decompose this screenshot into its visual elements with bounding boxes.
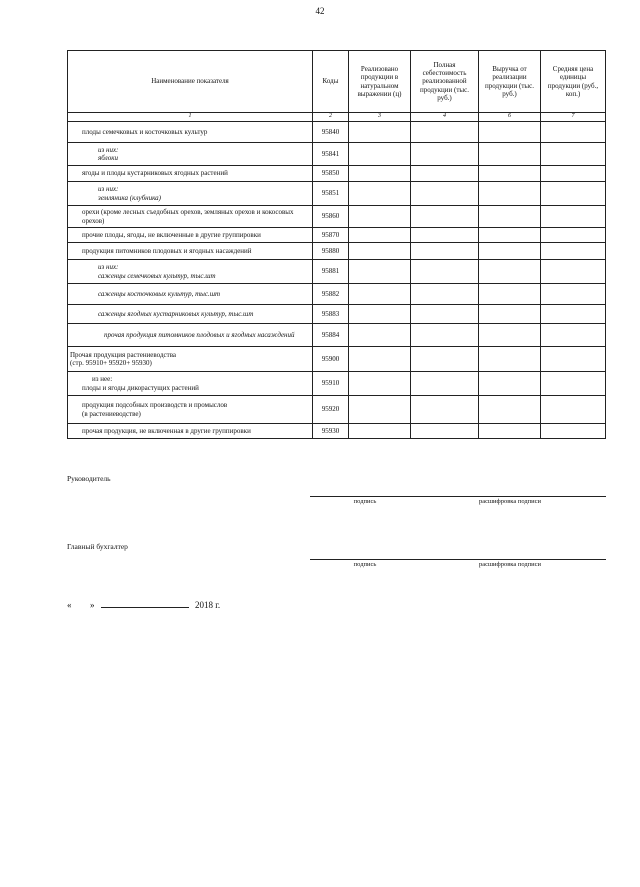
row-code: 95850 xyxy=(313,166,349,182)
input-cell[interactable] xyxy=(349,396,411,424)
row-name-text: земляника (клубника) xyxy=(98,193,161,202)
input-cell[interactable] xyxy=(479,143,541,166)
input-cell[interactable] xyxy=(479,243,541,260)
table-row xyxy=(68,305,606,324)
accountant-signature-line[interactable] xyxy=(310,559,606,560)
input-cell[interactable] xyxy=(479,396,541,424)
table-row xyxy=(68,143,606,166)
table-row xyxy=(68,122,606,143)
input-cell[interactable] xyxy=(349,284,411,305)
row-name: ягоды и плоды кустарниковых ягодных растений xyxy=(68,166,313,182)
row-name: продукция питомников плодовых и ягодных насаждений xyxy=(68,243,313,260)
input-cell[interactable] xyxy=(541,206,606,228)
row-name: саженцы косточковых культур, тыс.шт xyxy=(68,284,313,305)
row-name-prefix: из нее: xyxy=(92,375,113,384)
input-cell[interactable] xyxy=(479,305,541,324)
head-signature-caption: подпись xyxy=(353,498,377,505)
input-cell[interactable] xyxy=(411,182,479,206)
row-code: 95880 xyxy=(313,243,349,260)
table-row xyxy=(68,284,606,305)
input-cell[interactable] xyxy=(349,347,411,372)
input-cell[interactable] xyxy=(541,228,606,243)
input-cell[interactable] xyxy=(479,347,541,372)
accountant-signature-caption: подпись xyxy=(353,561,377,568)
date-year: 2018 г. xyxy=(195,600,221,610)
head-label: Руководитель xyxy=(67,474,111,483)
row-code: 95910 xyxy=(313,372,349,396)
row-name-formula: (стр. 95910+ 95920+ 95930) xyxy=(70,359,152,367)
header-average-price: Средняя цена единицы продукции (руб., коп.) xyxy=(541,51,606,113)
page-number: 42 xyxy=(315,6,325,16)
input-cell[interactable] xyxy=(411,143,479,166)
row-name xyxy=(68,143,313,166)
table-row xyxy=(68,372,606,396)
row-name-text: Прочая продукция растениеводства xyxy=(70,350,177,359)
row-name-text: продукция подсобных производств и промыслов xyxy=(82,401,228,410)
input-cell[interactable] xyxy=(541,424,606,439)
row-name: прочая продукция питомников плодовых и ягодных насаждений xyxy=(68,324,313,347)
table-row xyxy=(68,166,606,182)
row-name xyxy=(68,347,313,372)
row-code: 95920 xyxy=(313,396,349,424)
header-full-cost: Полная себестоимость реализованной продукции (тыс. руб.) xyxy=(411,51,479,113)
input-cell[interactable] xyxy=(349,260,411,284)
input-cell[interactable] xyxy=(411,347,479,372)
date-open-quote: « xyxy=(67,600,72,610)
input-cell[interactable] xyxy=(349,228,411,243)
table-row xyxy=(68,182,606,206)
row-name-note: (в растениеводстве) xyxy=(82,409,141,418)
input-cell[interactable] xyxy=(479,182,541,206)
table-row xyxy=(68,260,606,284)
accountant-decoding-caption: расшифровка подписи xyxy=(478,561,542,568)
table-row xyxy=(68,206,606,228)
row-name: прочие плоды, ягоды, не включенные в другие группировки xyxy=(68,228,313,243)
input-cell[interactable] xyxy=(541,260,606,284)
column-number: 7 xyxy=(541,113,606,122)
row-code: 95881 xyxy=(313,260,349,284)
input-cell[interactable] xyxy=(411,166,479,182)
input-cell[interactable] xyxy=(411,424,479,439)
input-cell[interactable] xyxy=(349,324,411,347)
table-row xyxy=(68,424,606,439)
header-codes: Коды xyxy=(313,51,349,113)
input-cell[interactable] xyxy=(541,305,606,324)
row-name-text: плоды и ягоды дикорастущих растений xyxy=(82,383,199,392)
row-code: 95860 xyxy=(313,206,349,228)
input-cell[interactable] xyxy=(541,372,606,396)
row-name: орехи (кроме лесных съедобных орехов, земляных орехов и кокосовых орехов) xyxy=(68,206,313,228)
row-code: 95882 xyxy=(313,284,349,305)
input-cell[interactable] xyxy=(411,284,479,305)
input-cell[interactable] xyxy=(411,396,479,424)
row-code: 95841 xyxy=(313,143,349,166)
row-name: саженцы ягодных кустарниковых культур, тыс.шт xyxy=(68,305,313,324)
table-header-row xyxy=(68,51,606,113)
input-cell[interactable] xyxy=(411,243,479,260)
header-indicator-name: Наименование показателя xyxy=(68,51,313,113)
input-cell[interactable] xyxy=(479,260,541,284)
input-cell[interactable] xyxy=(411,305,479,324)
head-decoding-caption: расшифровка подписи xyxy=(478,498,542,505)
header-sold-quantity: Реализовано продукции в натуральном выражении (ц) xyxy=(349,51,411,113)
table-row xyxy=(68,347,606,372)
row-name xyxy=(68,372,313,396)
head-signature-line[interactable] xyxy=(310,496,606,497)
input-cell[interactable] xyxy=(411,372,479,396)
input-cell[interactable] xyxy=(479,372,541,396)
date-close-quote: » xyxy=(90,600,95,610)
input-cell[interactable] xyxy=(541,182,606,206)
row-name-prefix: из них: xyxy=(98,145,119,154)
input-cell[interactable] xyxy=(411,206,479,228)
row-name-prefix: из них: xyxy=(98,263,119,272)
row-name-prefix: из них: xyxy=(98,185,119,194)
input-cell[interactable] xyxy=(349,143,411,166)
row-code: 95900 xyxy=(313,347,349,372)
input-cell[interactable] xyxy=(349,372,411,396)
input-cell[interactable] xyxy=(541,243,606,260)
row-name-text: саженцы семечковых культур, тыс.шт xyxy=(98,271,216,280)
input-cell[interactable] xyxy=(479,122,541,143)
input-cell[interactable] xyxy=(349,305,411,324)
column-number: 2 xyxy=(313,113,349,122)
row-name: прочая продукция, не включенная в другие группировки xyxy=(68,424,313,439)
accountant-label: Главный бухгалтер xyxy=(67,542,128,551)
input-cell[interactable] xyxy=(349,206,411,228)
row-name-text: яблоки xyxy=(98,154,119,162)
input-cell[interactable] xyxy=(479,284,541,305)
input-cell[interactable] xyxy=(541,324,606,347)
input-cell[interactable] xyxy=(479,424,541,439)
input-cell[interactable] xyxy=(541,347,606,372)
input-cell[interactable] xyxy=(479,206,541,228)
row-name xyxy=(68,396,313,424)
row-code: 95930 xyxy=(313,424,349,439)
input-cell[interactable] xyxy=(349,424,411,439)
column-number: 4 xyxy=(411,113,479,122)
table-row xyxy=(68,396,606,424)
report-table xyxy=(67,50,606,439)
input-cell[interactable] xyxy=(411,260,479,284)
header-revenue: Выручка от реализации продукции (тыс. руб.) xyxy=(479,51,541,113)
input-cell[interactable] xyxy=(349,122,411,143)
row-code: 95884 xyxy=(313,324,349,347)
row-name xyxy=(68,182,313,206)
input-cell[interactable] xyxy=(411,324,479,347)
date-month-field[interactable] xyxy=(101,598,189,608)
input-cell[interactable] xyxy=(541,166,606,182)
row-code: 95851 xyxy=(313,182,349,206)
row-name: плоды семечковых и косточковых культур xyxy=(68,122,313,143)
input-cell[interactable] xyxy=(349,166,411,182)
column-number: 3 xyxy=(349,113,411,122)
row-code: 95883 xyxy=(313,305,349,324)
column-numbers-row xyxy=(68,113,606,122)
date-line xyxy=(67,598,220,610)
row-code: 95840 xyxy=(313,122,349,143)
table-row xyxy=(68,243,606,260)
input-cell[interactable] xyxy=(479,166,541,182)
input-cell[interactable] xyxy=(541,122,606,143)
row-name xyxy=(68,260,313,284)
input-cell[interactable] xyxy=(479,228,541,243)
input-cell[interactable] xyxy=(541,143,606,166)
input-cell[interactable] xyxy=(541,284,606,305)
input-cell[interactable] xyxy=(349,182,411,206)
table-row xyxy=(68,324,606,347)
column-number: 6 xyxy=(479,113,541,122)
input-cell[interactable] xyxy=(411,122,479,143)
input-cell[interactable] xyxy=(349,243,411,260)
input-cell[interactable] xyxy=(479,324,541,347)
input-cell[interactable] xyxy=(411,228,479,243)
table-row xyxy=(68,228,606,243)
row-code: 95870 xyxy=(313,228,349,243)
input-cell[interactable] xyxy=(541,396,606,424)
column-number: 1 xyxy=(68,113,313,122)
